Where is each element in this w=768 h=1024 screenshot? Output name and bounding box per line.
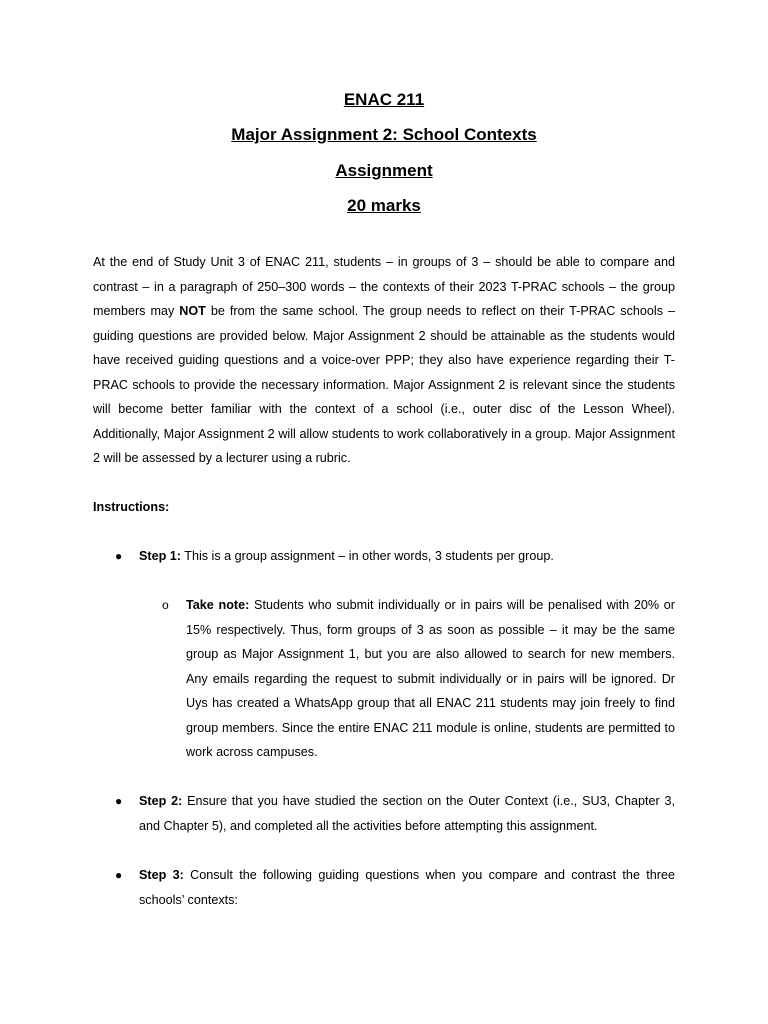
marks-heading: 20 marks xyxy=(347,196,421,215)
bullet-step-3: ● xyxy=(115,868,123,882)
step-1-text: This is a group assignment – in other words, 3 students per group. xyxy=(181,549,554,563)
intro-text-part2: be from the same school. The group needs to reflect on their T-PRAC schools – guiding questions are provided below. Major Assignment 2 should be attainable as the students would have received guiding questions and a voice-over PPP; they also have experience regarding their T-PRAC schools to provide the necessary information. Major Assignment 2 is relevant since the students will become better familiar with the context of a school (i.e., outer disc of the Lesson Wheel). Additionally, Major Assignment 2 will allow students to work collaboratively in a group. Major Assignment 2 will be assessed by a lecturer using a rubric. xyxy=(93,304,675,465)
step-3-text: Consult the following guiding questions when you compare and contrast the three schools’ contexts: xyxy=(139,868,675,907)
take-note-label: Take note: xyxy=(186,598,250,612)
step-2-text: Ensure that you have studied the section on the Outer Context (i.e., SU3, Chapter 3, and Chapter 5), and completed all the activities before attempting this assignment. xyxy=(139,794,675,833)
bullet-step-2: ● xyxy=(115,794,123,808)
assignment-title: Major Assignment 2: School Contexts xyxy=(231,125,537,144)
take-note-text: Students who submit individually or in pairs will be penalised with 20% or 15% respectively. Thus, form groups of 3 as soon as possible – it may be the same group as Major Assignment 1, but you are also allowed to search for new members. Any emails regarding the request to submit individually or in pairs will be ignored. Dr Uys has created a WhatsApp group that all ENAC 211 students may join freely to find group members. Since the entire ENAC 211 module is online, students are permitted to work across campuses. xyxy=(186,598,675,759)
step-1-label: Step 1: xyxy=(139,549,181,563)
bullet-take-note: o xyxy=(162,598,169,612)
step-2-label: Step 2: xyxy=(139,794,183,808)
step-3 xyxy=(139,863,675,912)
course-title: ENAC 211 xyxy=(343,90,425,109)
instructions-heading: Instructions: xyxy=(93,500,170,514)
assignment-type-heading: Assignment xyxy=(335,161,433,180)
step-2 xyxy=(139,789,675,838)
step-1 xyxy=(139,544,675,569)
intro-emphasis: NOT xyxy=(179,304,206,318)
intro-text-part1: At the end of Study Unit 3 of ENAC 211, students – in groups of 3 – should be able to compare and contrast – in a paragraph of 250–300 words – the contexts of their 2023 T-PRAC schools – the group members may xyxy=(93,255,675,318)
step-3-label: Step 3: xyxy=(139,868,184,882)
take-note-paragraph xyxy=(186,593,675,765)
intro-paragraph xyxy=(93,250,675,471)
bullet-step-1: ● xyxy=(115,549,123,563)
